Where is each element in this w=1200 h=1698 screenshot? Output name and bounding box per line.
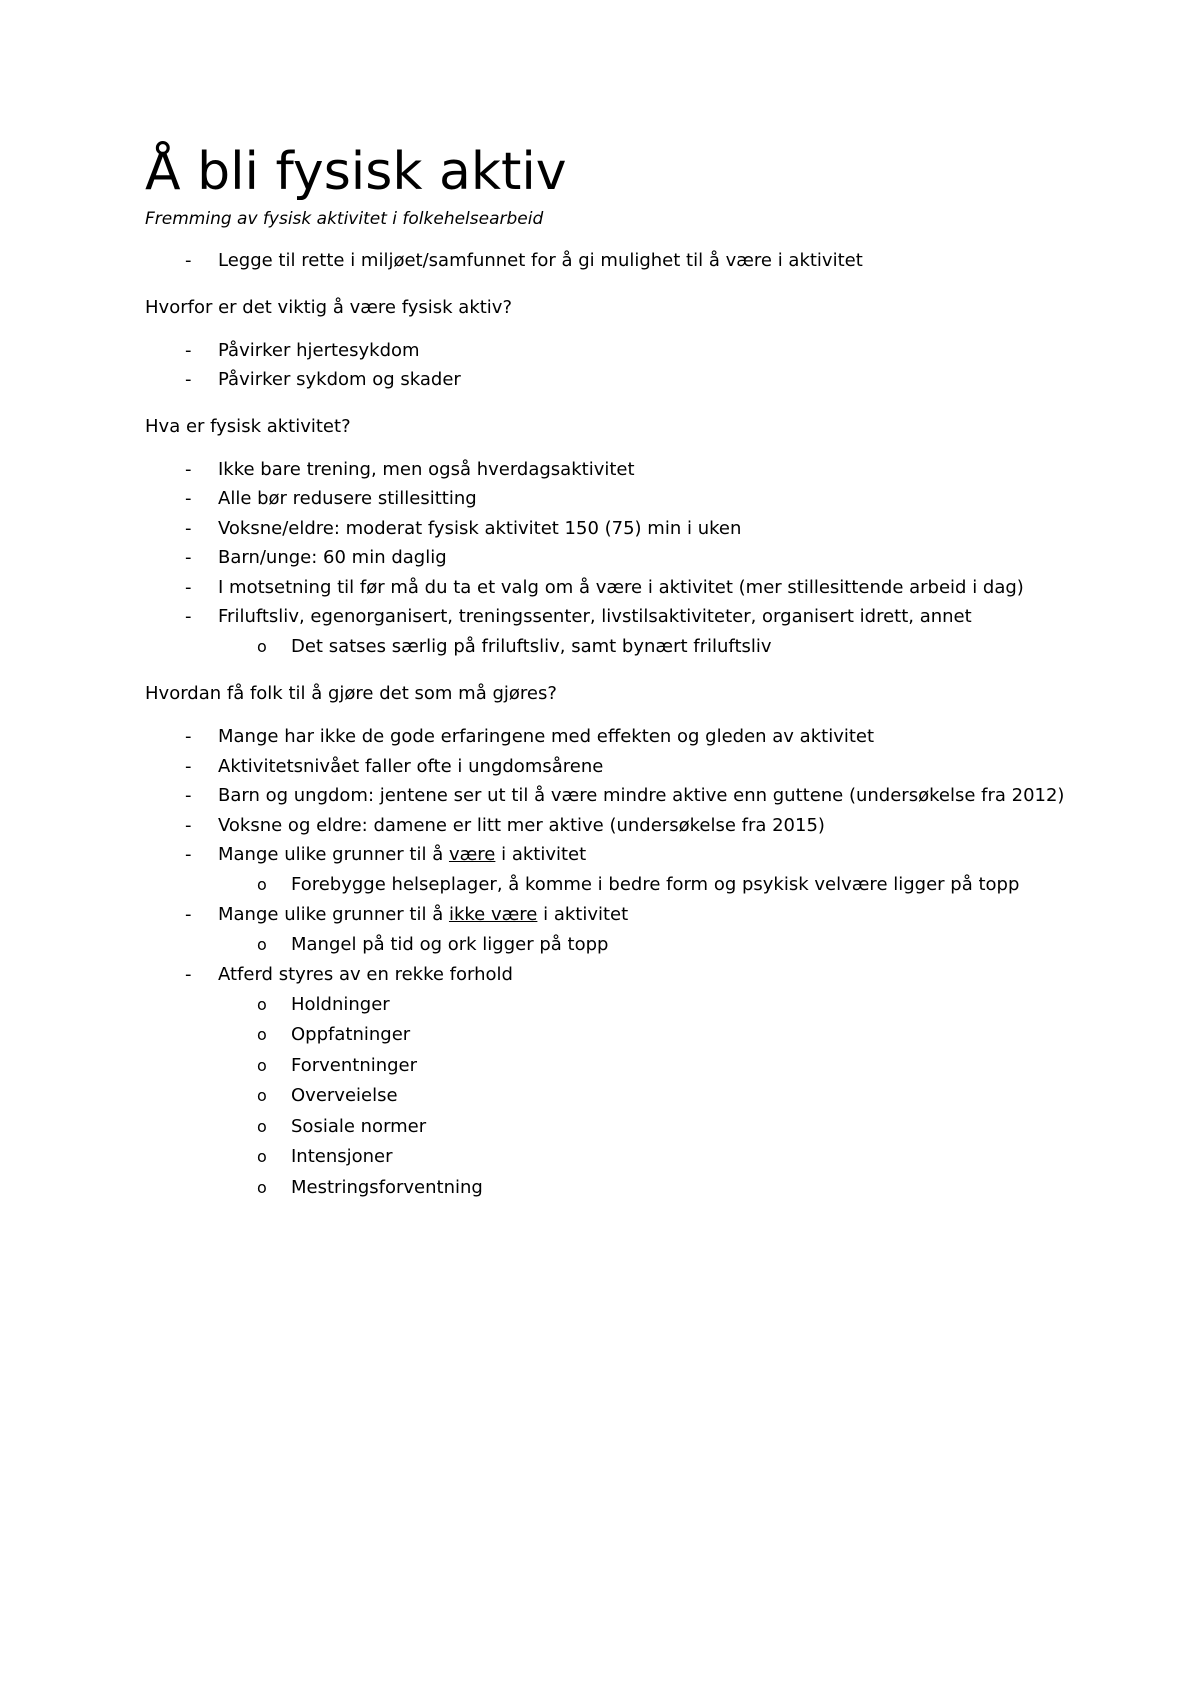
list-item: - Ikke bare trening, men også hverdagsaktivitet xyxy=(145,455,1085,485)
sub-list-item: o Intensjoner xyxy=(145,1142,1085,1173)
dash-bullet: - xyxy=(185,964,192,985)
document-page xyxy=(145,140,1085,1203)
dash-bullet: - xyxy=(185,250,192,271)
sub-list-item: o Det satses særlig på friluftsliv, samt bynært friluftsliv xyxy=(145,632,1085,663)
sub-list-item: o Sosiale normer xyxy=(145,1112,1085,1143)
circle-bullet: o xyxy=(257,1025,267,1044)
sub-list xyxy=(145,930,1085,961)
underlined-text: være xyxy=(448,844,496,865)
sub-list xyxy=(145,870,1085,901)
dash-bullet: - xyxy=(185,904,192,925)
document-subtitle: Fremming av fysisk aktivitet i folkehelsearbeid xyxy=(145,209,544,229)
intro-list xyxy=(145,246,1085,276)
sub-list-item: o Mestringsforventning xyxy=(145,1173,1085,1204)
list-item-reasons-not: - Mange ulike grunner til å ikke være i aktivitet o Mangel på tid og ork ligger på topp xyxy=(145,900,1085,960)
circle-bullet: o xyxy=(257,1055,267,1075)
list-item: - Alle bør redusere stillesitting xyxy=(145,484,1085,514)
circle-bullet: o xyxy=(257,636,267,656)
sub-list-item: o Overveielse xyxy=(145,1081,1085,1112)
dash-bullet: - xyxy=(185,726,192,747)
circle-bullet: o xyxy=(257,934,267,954)
list-item: - Påvirker sykdom og skader xyxy=(145,365,1085,395)
sub-list-item: o Mangel på tid og ork ligger på topp xyxy=(145,930,1085,961)
dash-bullet: - xyxy=(185,488,192,509)
circle-bullet: o xyxy=(257,1086,267,1105)
how-list xyxy=(145,722,1085,1203)
circle-bullet: o xyxy=(257,1147,267,1166)
dash-bullet: - xyxy=(185,844,192,865)
section-heading-what: Hva er fysisk aktivitet? xyxy=(145,415,351,437)
section-heading-how: Hvordan få folk til å gjøre det som må gjøres? xyxy=(145,683,557,704)
dash-bullet: - xyxy=(185,755,192,777)
list-item: - Barn og ungdom: jentene ser ut til å være mindre aktive enn guttene (undersøkelse fra 2012) xyxy=(145,781,1085,811)
list-item: - Aktivitetsnivået faller ofte i ungdomsårene xyxy=(145,752,1085,782)
sub-list xyxy=(145,990,1085,1204)
dash-bullet: - xyxy=(185,814,192,836)
dash-bullet: - xyxy=(185,458,192,480)
list-item: - Mange har ikke de gode erfaringene med effekten og gleden av aktivitet xyxy=(145,722,1085,752)
list-item: - I motsetning til før må du ta et valg om å være i aktivitet (mer stillesittende arbeid i dag) xyxy=(145,573,1085,603)
list-item-reasons-to: - Mange ulike grunner til å være i aktivitet o Forebygge helseplager, å komme i bedre form og psykisk velvære ligger på topp xyxy=(145,840,1085,900)
dash-bullet: - xyxy=(185,517,192,539)
document-title: Å bli fysisk aktiv xyxy=(145,142,567,202)
sub-list-item: o Forventninger xyxy=(145,1051,1085,1082)
list-item: - Voksne/eldre: moderat fysisk aktivitet 150 (75) min i uken xyxy=(145,514,1085,544)
list-item-behaviour: - Atferd styres av en rekke forhold o Holdninger o Oppfatninger o Forventninger o Overveielse o Sosiale normer o Intensjoner o Mestringsforventning xyxy=(145,960,1085,1203)
dash-bullet: - xyxy=(185,369,192,390)
sub-list xyxy=(145,632,1085,663)
circle-bullet: o xyxy=(257,874,267,894)
sub-list-item: o Forebygge helseplager, å komme i bedre form og psykisk velvære ligger på topp xyxy=(145,870,1085,901)
underlined-text: ikke være xyxy=(448,904,538,925)
circle-bullet: o xyxy=(257,1116,267,1136)
list-item: - Påvirker hjertesykdom xyxy=(145,336,1085,366)
list-item: - Barn/unge: 60 min daglig xyxy=(145,543,1085,573)
list-item: - Friluftsliv, egenorganisert, treningssenter, livstilsaktiviteter, organisert idrett, annet o Det satses særlig på friluftsliv, samt bynært friluftsliv xyxy=(145,602,1085,662)
why-list xyxy=(145,336,1085,395)
sub-list-item: o Holdninger xyxy=(145,990,1085,1021)
what-list xyxy=(145,455,1085,663)
dash-bullet: - xyxy=(185,547,192,568)
dash-bullet: - xyxy=(185,785,192,806)
sub-list-item: o Oppfatninger xyxy=(145,1020,1085,1051)
section-heading-why: Hvorfor er det viktig å være fysisk aktiv? xyxy=(145,296,513,318)
dash-bullet: - xyxy=(185,339,192,361)
dash-bullet: - xyxy=(185,606,192,627)
list-item: - Legge til rette i miljøet/samfunnet for å gi mulighet til å være i aktivitet xyxy=(145,246,1085,276)
list-item: - Voksne og eldre: damene er litt mer aktive (undersøkelse fra 2015) xyxy=(145,811,1085,841)
circle-bullet: o xyxy=(257,994,267,1014)
dash-bullet: - xyxy=(185,576,192,598)
circle-bullet: o xyxy=(257,1177,267,1197)
